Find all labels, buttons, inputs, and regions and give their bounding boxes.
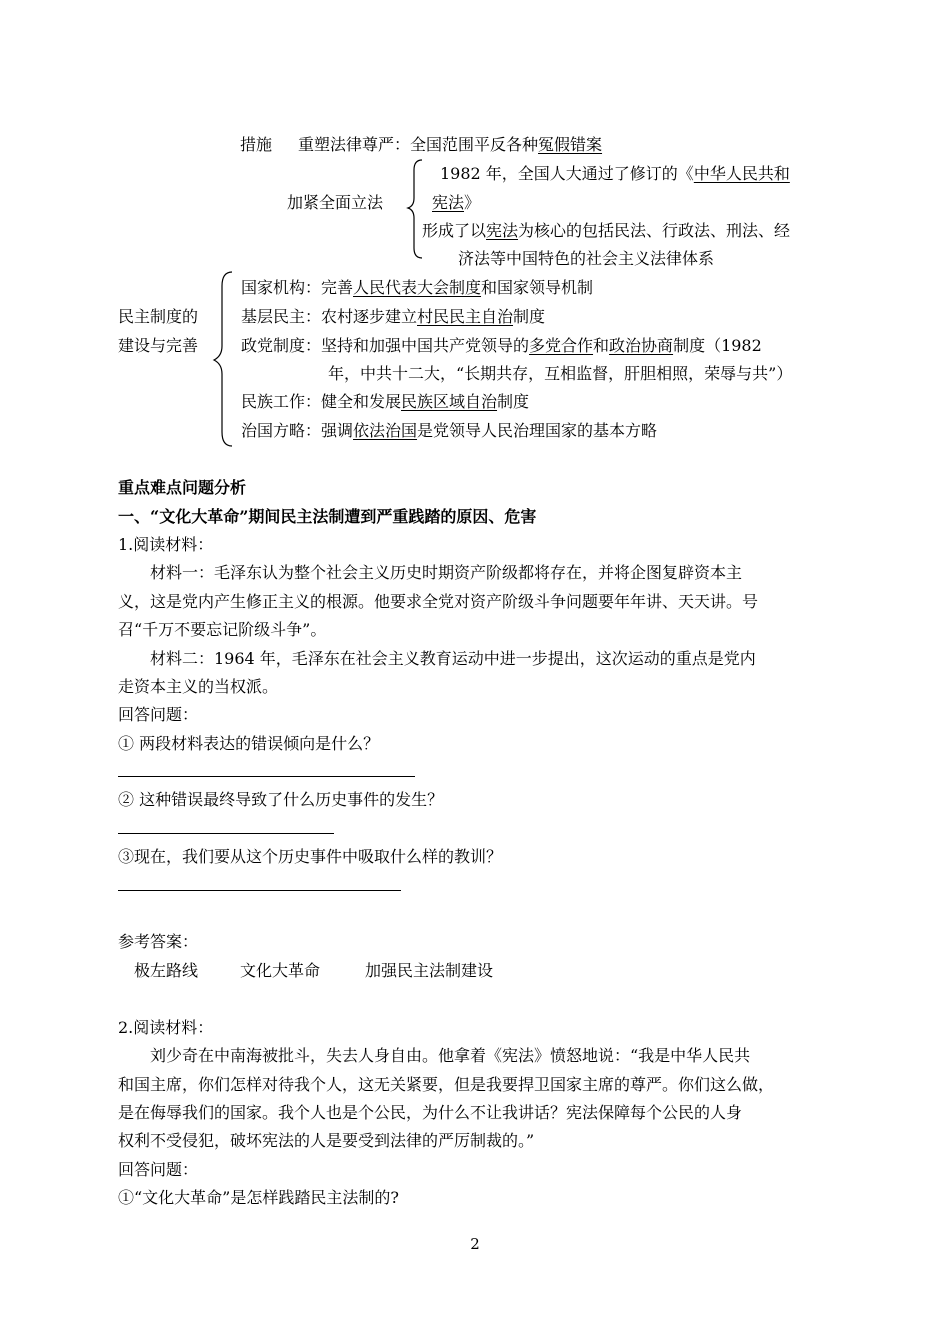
democracy-item-5 [241, 421, 657, 441]
democracy-item-2 [241, 307, 545, 327]
question-1-3: ③现在，我们要从这个历史事件中吸取什么样的教训？ [118, 847, 503, 866]
section-1-title: 一、“文化大革命”期间民主法制遭到严重践踏的原因、危害 [118, 507, 537, 526]
legislation-line-2 [422, 221, 790, 241]
q1-title: 1.阅读材料： [118, 535, 214, 554]
answer-prompt: 回答问题： [118, 705, 199, 724]
q2-material-line-2: 和国主席，你们怎样对待我个人，这无关紧要，但是我要捍卫国家主席的尊严。你们这么做， [118, 1075, 775, 1094]
leg1-underlined: 中华人民共和 [693, 164, 790, 183]
legislation-line-1 [440, 164, 790, 184]
q2-material-line-4: 权利不受侵犯，破坏宪法的人是要受到法律的严厉制裁的。” [118, 1131, 535, 1150]
answer-prompt-2: 回答问题： [118, 1160, 199, 1179]
reference-answer-2: 文化大革命 [240, 961, 321, 980]
reference-answer-1: 极左路线 [134, 961, 199, 980]
item-text-tail: 制度 [513, 307, 546, 326]
material-2-line-1: 材料二：1964 年，毛泽东在社会主义教育运动中进一步提出，这次运动的重点是党内 [150, 649, 756, 668]
democracy-label-1: 民主制度的 [118, 307, 199, 326]
question-2-1: ①“文化大革命”是怎样践踏民主法制的? [118, 1188, 399, 1207]
law-dignity-text: 全国范围平反各种 [410, 135, 539, 154]
item-text-tail: 是党领导人民治理国家的基本方略 [417, 421, 658, 440]
material-1-line-3: 召“千万不要忘记阶级斗争”。 [118, 620, 327, 639]
page-number: 2 [470, 1235, 480, 1253]
material-1-line-1: 材料一：毛泽东认为整个社会主义历史时期资产阶级都将存在，并将企图复辟资本主 [150, 563, 743, 582]
leg2-text-b: 为核心的包括民法、行政法、刑法、经 [518, 221, 791, 240]
item-text-mid: 和 [593, 336, 610, 355]
leg1-text: 1982 年，全国人大通过了修订的《 [440, 164, 694, 183]
item-text: 治国方略：强调 [241, 421, 354, 440]
item-underlined: 多党合作 [529, 336, 594, 355]
reference-answer-label: 参考答案： [118, 932, 199, 951]
measures-label: 措施 [240, 135, 273, 154]
law-dignity-label: 重塑法律尊严： [298, 135, 411, 154]
democracy-label-2: 建设与完善 [118, 336, 199, 355]
democracy-item-3 [241, 336, 762, 356]
democracy-brace [214, 272, 234, 448]
q2-material-line-1: 刘少奇在中南海被批斗，失去人身自由。他拿着《宪法》愤怒地说：“我是中华人民共 [150, 1046, 751, 1065]
democracy-item-4 [241, 392, 529, 412]
item-text: 民族工作：健全和发展 [241, 392, 402, 411]
leg1-close: 》 [464, 193, 481, 212]
leg2-underlined: 宪法 [486, 221, 519, 240]
legislation-label: 加紧全面立法 [287, 193, 384, 212]
item-text: 基层民主：农村逐步建立 [241, 307, 418, 326]
law-dignity-line [298, 135, 602, 155]
analysis-heading: 重点难点问题分析 [118, 478, 247, 497]
reference-answer-3: 加强民主法制建设 [365, 961, 494, 980]
answer-line-3[interactable] [118, 890, 401, 891]
legislation-line-2b: 济法等中国特色的社会主义法律体系 [458, 249, 715, 268]
material-2-line-2: 走资本主义的当权派。 [118, 677, 279, 696]
item-underlined: 依法治国 [353, 421, 418, 440]
legislation-brace [408, 160, 424, 260]
legislation-line-1b [432, 193, 480, 213]
law-dignity-underlined: 冤假错案 [538, 135, 603, 154]
item-underlined: 村民民主自治 [417, 307, 514, 326]
item-text-tail: 制度 [497, 392, 530, 411]
item-underlined-2: 政治协商 [609, 336, 674, 355]
question-1-1: ① 两段材料表达的错误倾向是什么？ [118, 734, 380, 753]
q2-material-line-3: 是在侮辱我们的国家。我个人也是个公民，为什么不让我讲话？宪法保障每个公民的人身 [118, 1103, 743, 1122]
item-text: 政党制度：坚持和加强中国共产党领导的 [241, 336, 530, 355]
item-text-tail: 和国家领导机制 [481, 278, 594, 297]
democracy-item-1 [241, 278, 593, 298]
question-1-2: ② 这种错误最终导致了什么历史事件的发生？ [118, 790, 444, 809]
material-1-line-2: 义，这是党内产生修正主义的根源。他要求全党对资产阶级斗争问题要年年讲、天天讲。号 [118, 592, 759, 611]
item-text-tail: 制度（1982 [673, 336, 762, 355]
q2-title: 2.阅读材料： [118, 1018, 214, 1037]
answer-line-1[interactable] [118, 776, 415, 777]
leg1-underlined-2: 宪法 [432, 193, 465, 212]
leg2-text-a: 形成了以 [422, 221, 487, 240]
item-text: 国家机构：完善 [241, 278, 354, 297]
item-underlined: 民族区域自治 [401, 392, 498, 411]
answer-line-2[interactable] [118, 833, 334, 834]
democracy-item-3-cont: 年，中共十二大，“长期共存，互相监督，肝胆相照，荣辱与共”） [328, 364, 793, 383]
item-underlined: 人民代表大会制度 [353, 278, 482, 297]
